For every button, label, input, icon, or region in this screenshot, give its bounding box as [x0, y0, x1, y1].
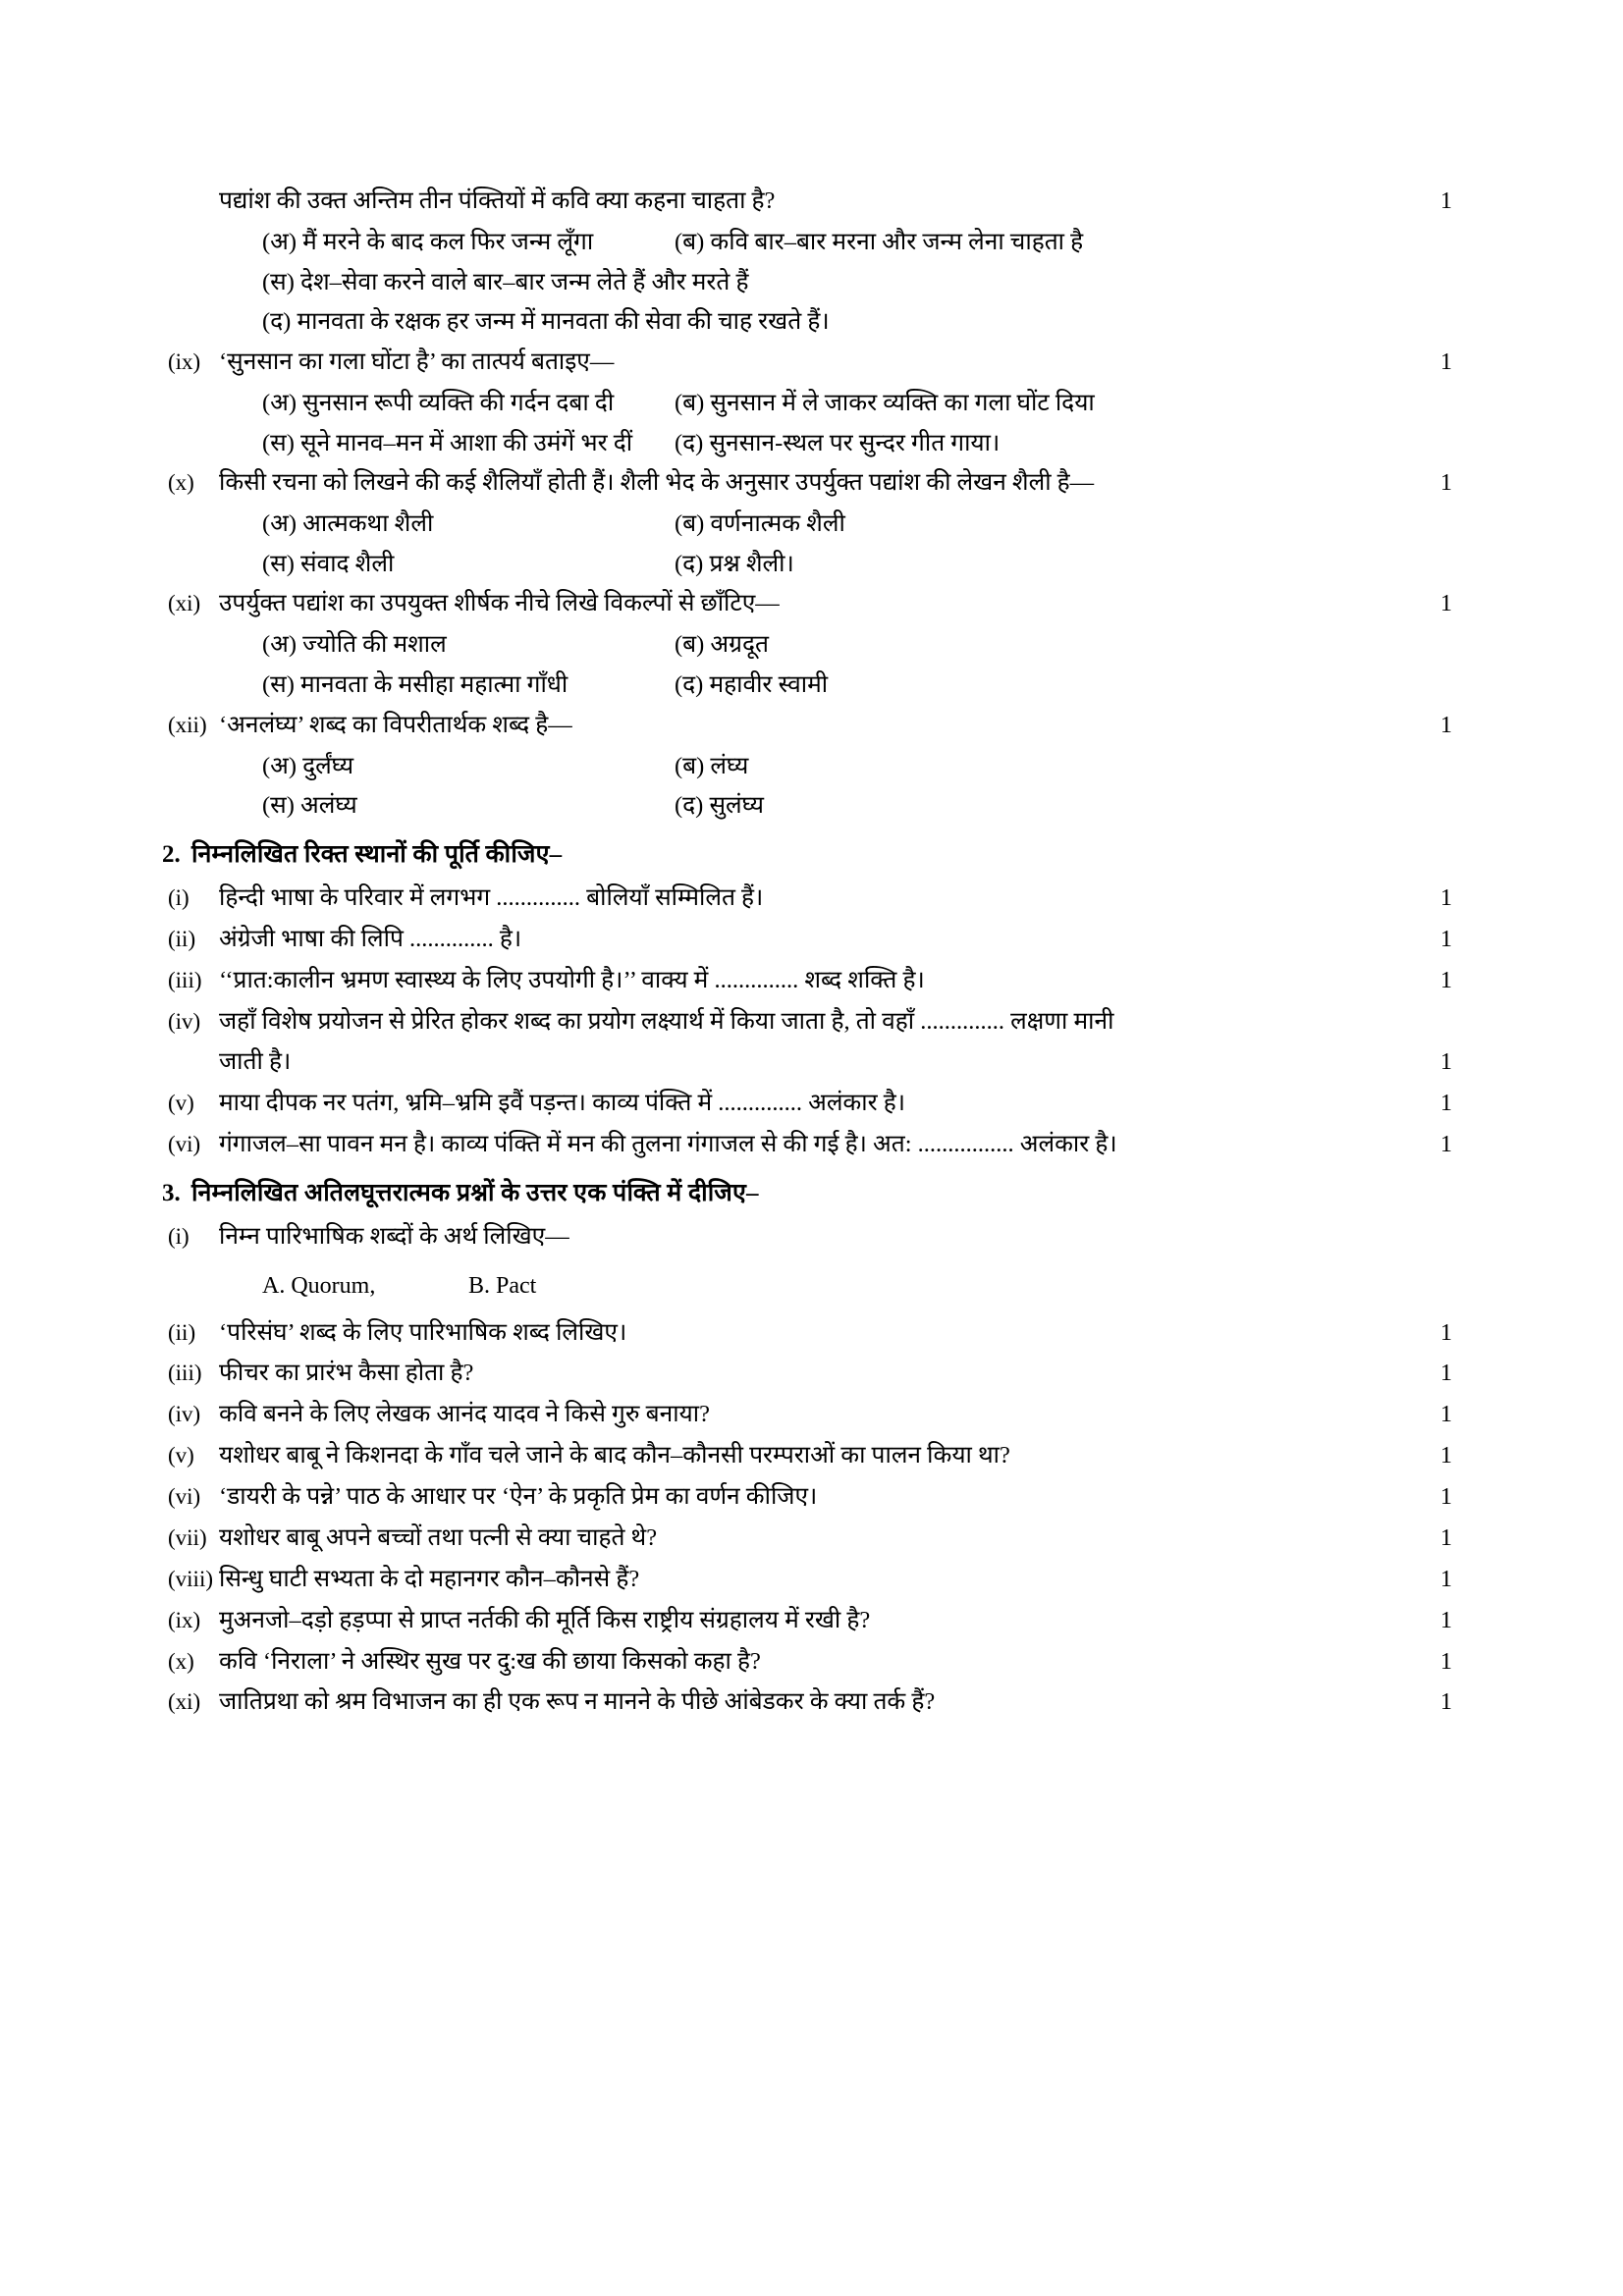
question-number: (xi)	[168, 591, 201, 616]
question-row	[162, 1354, 1476, 1393]
question-text: माया दीपक नर पतंग, भ्रमि–भ्रमि इवैं पड़न्त। काव्य पंक्ति में .............. अलंकार है।	[219, 1090, 906, 1117]
option-pair-row	[162, 666, 1476, 705]
option-choice[interactable]: (अ) आत्मकथा शैली	[262, 510, 434, 538]
question-number: (v)	[168, 1443, 194, 1468]
question-text: गंगाजल–सा पावन मन है। काव्य पंक्ति में मन की तुलना गंगाजल से की गई है। अत: ................ अलंकार है।	[219, 1131, 1117, 1157]
question-marks: 1	[1440, 967, 1452, 993]
question-row	[162, 1682, 1476, 1722]
option-pair-row	[162, 384, 1476, 423]
question-marks: 1	[1440, 470, 1452, 497]
question-row	[162, 961, 1476, 1000]
option-choice[interactable]: (स) सूने मानव–मन में आशा की उमंगें भर दीं	[262, 429, 633, 456]
question-marks: 1	[1440, 1319, 1452, 1346]
option-choice[interactable]: (ब) लंघ्य	[675, 752, 749, 779]
option-row	[162, 263, 1476, 302]
question-row	[162, 1477, 1476, 1517]
question-number: (vi)	[168, 1132, 201, 1156]
question-row	[162, 1560, 1476, 1599]
question-marks: 1	[1440, 1402, 1452, 1428]
question-number: (ix)	[168, 348, 201, 374]
question-stem-row	[162, 182, 1476, 221]
question-number: (x)	[168, 1648, 194, 1674]
section-title-text: निम्नलिखित अतिलघूत्तरात्मक प्रश्नों के उत्तर एक पंक्ति में दीजिए–	[191, 1179, 759, 1206]
option-pair	[219, 424, 1417, 463]
question-sheet	[162, 182, 1476, 1722]
question-marks: 1	[1440, 1607, 1452, 1633]
question-row	[162, 706, 1476, 745]
question-marks: 1	[1440, 1049, 1452, 1076]
option-pair-row	[162, 786, 1476, 826]
question-number: (vii)	[168, 1524, 207, 1550]
question-text: मुअनजो–दड़ो हड़प्पा से प्राप्त नर्तकी की मूर्ति किस राष्ट्रीय संग्रहालय में रखी है?	[219, 1606, 871, 1633]
question-number: (iii)	[168, 967, 202, 992]
question-number: (v)	[168, 1091, 194, 1116]
question-text: कवि ‘निराला’ ने अस्थिर सुख पर दु:ख की छाया किसको कहा है?	[219, 1647, 761, 1675]
question-marks: 1	[1440, 1484, 1452, 1511]
question-number: (i)	[168, 884, 189, 910]
section-heading	[162, 835, 1476, 875]
question-marks: 1	[1440, 1091, 1452, 1117]
question-number: (i)	[168, 1223, 189, 1249]
question-number: (ii)	[168, 926, 196, 951]
question-marks: 1	[1440, 926, 1452, 952]
option-choice[interactable]: (स) अलंघ्य	[262, 792, 357, 820]
option-single	[219, 263, 1417, 302]
question-row	[162, 1601, 1476, 1640]
option-choice[interactable]: (स) मानवता के मसीहा महात्मा गाँधी	[262, 671, 568, 698]
question-row	[162, 1519, 1476, 1558]
section-number: 3.	[162, 1179, 181, 1206]
question-row	[162, 584, 1476, 623]
question-text: यशोधर बाबू ने किशनदा के गाँव चले जाने के बाद कौन–कौनसी परम्पराओं का पालन किया था?	[219, 1442, 1010, 1469]
question-text: निम्न पारिभाषिक शब्दों के अर्थ लिखिए—	[219, 1222, 569, 1250]
option-pair-row	[162, 505, 1476, 544]
option-pair	[219, 384, 1417, 423]
question-text: जहाँ विशेष प्रयोजन से प्रेरित होकर शब्द का प्रयोग लक्ष्यार्थ में किया जाता है, तो वहाँ .............. लक्षणा मानी	[219, 1007, 1114, 1035]
question-marks: 1	[1440, 188, 1452, 214]
question-number: (viii)	[168, 1566, 213, 1591]
question-marks: 1	[1440, 884, 1452, 911]
option-choice[interactable]: (द) महावीर स्वामी	[675, 671, 829, 698]
question-number: (ii)	[168, 1319, 196, 1345]
question-text: पद्यांश की उक्त अन्तिम तीन पंक्तियों में कवि क्या कहना चाहता है?	[219, 187, 776, 214]
question-text: यशोधर बाबू अपने बच्चों तथा पत्नी से क्या चाहते थे?	[219, 1523, 658, 1551]
question-row	[162, 879, 1476, 918]
question-marks: 1	[1440, 712, 1452, 738]
question-row	[162, 1313, 1476, 1353]
option-pair-row	[162, 223, 1476, 262]
sub-item-list	[219, 1268, 1417, 1304]
option-choice[interactable]: (ब) अग्रदूत	[675, 631, 769, 659]
option-pair	[219, 666, 1417, 705]
question-marks: 1	[1440, 1566, 1452, 1592]
question-row	[162, 1642, 1476, 1682]
question-marks: 1	[1440, 591, 1452, 617]
option-pair	[219, 505, 1417, 544]
question-marks: 1	[1440, 1132, 1452, 1157]
question-number: (ix)	[168, 1607, 201, 1632]
question-text: ‘अनलंघ्य’ शब्द का विपरीतार्थक शब्द है—	[219, 711, 572, 738]
question-marks: 1	[1440, 1524, 1452, 1551]
question-text: अंग्रेजी भाषा की लिपि .............. है।	[219, 925, 522, 952]
question-number: (iv)	[168, 1402, 201, 1427]
sub-item-row	[162, 1268, 1476, 1304]
question-text: हिन्दी भाषा के परिवार में लगभग .............. बोलियाँ सम्मिलित हैं।	[219, 883, 764, 911]
option-choice[interactable]: (द) सुलंघ्य	[675, 792, 764, 820]
option-choice[interactable]: (अ) सुनसान रूपी व्यक्ति की गर्दन दबा दी	[262, 389, 615, 416]
option-choice[interactable]: (द) प्रश्न शैली।	[675, 550, 794, 577]
option-pair-row	[162, 545, 1476, 584]
question-row	[162, 463, 1476, 503]
question-text: उपर्युक्त पद्यांश का उपयुक्त शीर्षक नीचे लिखे विकल्पों से छाँटिए—	[219, 590, 780, 617]
option-pair-row	[162, 625, 1476, 665]
option-choice[interactable]: (अ) मैं मरने के बाद कल फिर जन्म लूँगा	[262, 228, 594, 255]
option-pair	[219, 545, 1417, 584]
question-marks: 1	[1440, 1648, 1452, 1675]
question-text: कवि बनने के लिए लेखक आनंद यादव ने किसे गुरु बनाया?	[219, 1401, 710, 1428]
option-pair	[219, 786, 1417, 826]
question-number: (xii)	[168, 712, 207, 737]
question-number: (iii)	[168, 1361, 202, 1386]
question-row	[162, 1084, 1476, 1123]
question-text: जातिप्रथा को श्रम विभाजन का ही एक रूप न मानने के पीछे आंबेडकर के क्या तर्क हैं?	[219, 1688, 936, 1716]
question-row	[162, 1217, 1476, 1256]
question-row	[162, 920, 1476, 959]
question-number: (x)	[168, 470, 194, 496]
option-choice[interactable]: (द) मानवता के रक्षक हर जन्म में मानवता की सेवा की चाह रखते हैं।	[262, 308, 830, 336]
option-choice[interactable]: (ब) कवि बार–बार मरना और जन्म लेना चाहता है	[675, 228, 1084, 255]
question-number: (xi)	[168, 1689, 201, 1715]
option-single	[219, 302, 1417, 342]
question-text: सिन्धु घाटी सभ्यता के दो महानगर कौन–कौनसे हैं?	[219, 1565, 640, 1592]
option-pair	[219, 747, 1417, 786]
question-row	[162, 1436, 1476, 1475]
question-marks: 1	[1440, 348, 1452, 375]
question-text: जाती है।	[219, 1048, 292, 1076]
sub-item: B. Pact	[468, 1272, 537, 1299]
option-pair-row	[162, 424, 1476, 463]
option-choice[interactable]: (ब) सुनसान में ले जाकर व्यक्ति का गला घोंट दिया	[675, 389, 1095, 416]
question-marks: 1	[1440, 1443, 1452, 1469]
question-row	[162, 1395, 1476, 1434]
question-number: (iv)	[168, 1008, 201, 1034]
option-choice[interactable]: (स) संवाद शैली	[262, 550, 395, 577]
sub-item: A. Quorum,	[262, 1272, 376, 1299]
question-text: ‘सुनसान का गला घोंटा है’ का तात्पर्य बताइए—	[219, 347, 615, 375]
question-marks: 1	[1440, 1689, 1452, 1716]
question-text: ‘डायरी के पन्ने’ पाठ के आधार पर ‘ऐन’ के प्रकृति प्रेम का वर्णन कीजिए।	[219, 1483, 818, 1511]
question-row	[162, 1125, 1476, 1164]
question-text: ‘परिसंघ’ शब्द के लिए पारिभाषिक शब्द लिखिए।	[219, 1318, 627, 1346]
question-marks: 1	[1440, 1361, 1452, 1387]
question-continuation-row	[162, 1042, 1476, 1082]
option-choice[interactable]: (स) देश–सेवा करने वाले बार–बार जन्म लेते हैं और मरते हैं	[262, 268, 749, 295]
option-row	[162, 302, 1476, 342]
option-choice[interactable]: (अ) दुर्लंघ्य	[262, 752, 354, 779]
option-pair	[219, 223, 1417, 262]
option-choice[interactable]: (अ) ज्योति की मशाल	[262, 631, 447, 659]
question-text: फीचर का प्रारंभ कैसा होता है?	[219, 1360, 474, 1387]
question-row	[162, 343, 1476, 382]
section-number: 2.	[162, 840, 181, 868]
question-row	[162, 1002, 1476, 1041]
option-pair	[219, 625, 1417, 665]
question-text: ‘‘प्रात:कालीन भ्रमण स्वास्थ्य के लिए उपयोगी है।’’ वाक्य में .............. शब्द शक्ति है।	[219, 966, 925, 993]
section-title-text: निम्नलिखित रिक्त स्थानों की पूर्ति कीजिए–	[191, 840, 563, 868]
option-pair-row	[162, 747, 1476, 786]
option-choice[interactable]: (द) सुनसान-स्थल पर सुन्दर गीत गाया।	[675, 429, 1001, 456]
section-heading	[162, 1174, 1476, 1213]
question-text: किसी रचना को लिखने की कई शैलियाँ होती हैं। शैली भेद के अनुसार उपर्युक्त पद्यांश की लेखन शैली है—	[219, 469, 1095, 497]
option-choice[interactable]: (ब) वर्णनात्मक शैली	[675, 510, 845, 538]
question-number: (vi)	[168, 1484, 201, 1510]
